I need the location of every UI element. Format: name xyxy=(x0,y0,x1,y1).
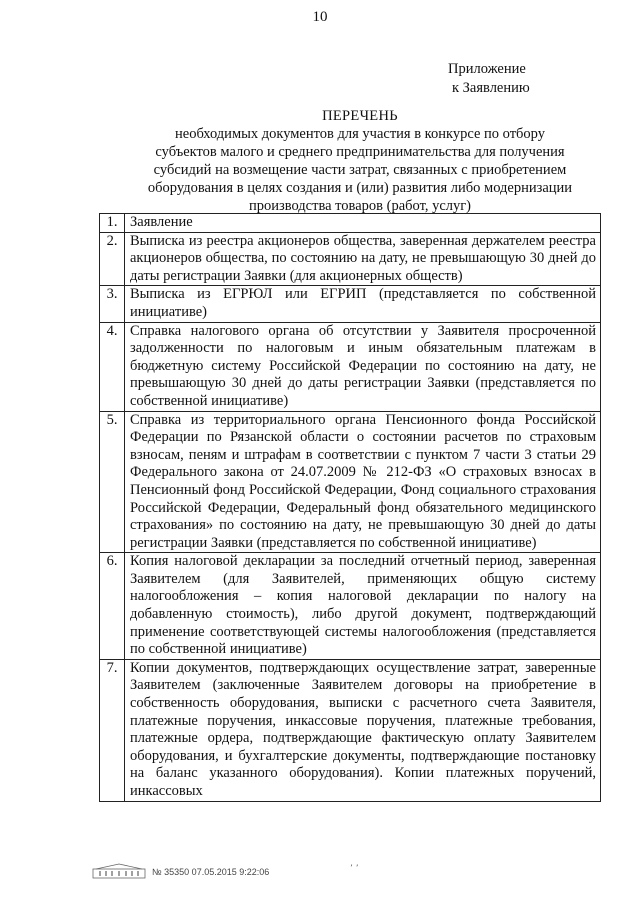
heading-line-3: субсидий на возмещение части затрат, связанных с приобретением xyxy=(153,162,567,178)
document-title: ПЕРЕЧЕНЬ xyxy=(322,108,398,124)
registry-seal-icon xyxy=(92,863,146,881)
row-number: 2. xyxy=(100,232,125,286)
heading-line-1: необходимых документов для участия в конкурсе по отбору xyxy=(175,126,545,142)
heading-line-2: субъектов малого и среднего предпринимательства для получения xyxy=(155,144,565,160)
page-number: 10 xyxy=(312,9,328,25)
table-row xyxy=(100,214,601,233)
row-text: Выписка из реестра акционеров общества, заверенная держателем реестра акционеров общества, по состоянию на дату, не превышающую 30 дней до даты регистрации Заявки (для акционерных обществ) xyxy=(125,232,601,286)
appendix-line-1: Приложение xyxy=(448,61,526,77)
appendix-label xyxy=(448,60,530,98)
table-row xyxy=(100,553,601,660)
table-row xyxy=(100,322,601,411)
registration-stamp: № 35350 07.05.2015 9:22:06 xyxy=(152,867,270,877)
footer-registration xyxy=(92,863,269,881)
row-text: Справка из территориального органа Пенсионного фонда Российской Федерации по Рязанской области о состоянии расчетов по страховым взносам, пеням и штрафам в соответствии с пунктом 7 части 3 статьи 29 Федерального закона от 24.07.2009 № 212-ФЗ «О страховых взносах в Пенсионный фонд Российской Федерации, Фонд социального страхования Российской Федерации, Федеральный фонд обязательного медицинского страхования» по состоянию на дату, не превышающую 30 дней до даты регистрации Заявки (представляется по собственной инициативе) xyxy=(125,411,601,553)
row-text: Копии документов, подтверждающих осуществление затрат, заверенные Заявителем (заключенные Заявителем договоры на приобретение в собственность оборудования, выписки с расчетного счета Заявителя, платежные поручения, инкассовые поручения, платежные требования, платежные ордера, подтверждающие фактическую оплату Заявителем оборудования, и бухгалтерские документы, подтверждающие постановку на баланс указанного оборудования). Копии платежных поручений, инкассовых xyxy=(125,659,601,801)
row-number: 3. xyxy=(100,286,125,322)
table-row xyxy=(100,659,601,801)
row-number: 7. xyxy=(100,659,125,801)
table-row xyxy=(100,232,601,286)
scan-mark: ’ ʼ xyxy=(350,864,359,874)
row-number: 6. xyxy=(100,553,125,660)
row-text: Копия налоговой декларации за последний отчетный период, заверенная Заявителем (для Заявителей, применяющих общую систему налогообложения – копия налоговой декларации по налогу на добавленную стоимость), либо другой документ, подтверждающий применение соответствующей системы налогообложения (представляется по собственной инициативе) xyxy=(125,553,601,660)
row-text: Выписка из ЕГРЮЛ или ЕГРИП (представляется по собственной инициативе) xyxy=(125,286,601,322)
documents-table xyxy=(99,213,601,802)
table-row xyxy=(100,286,601,322)
row-number: 1. xyxy=(100,214,125,233)
row-number: 5. xyxy=(100,411,125,553)
table-row xyxy=(100,411,601,553)
row-text: Заявление xyxy=(125,214,601,233)
heading-line-5: производства товаров (работ, услуг) xyxy=(248,198,472,214)
heading-line-4: оборудования в целях создания и (или) развития либо модернизации xyxy=(147,180,573,196)
row-text: Справка налогового органа об отсутствии у Заявителя просроченной задолженности по налоговым и иным обязательным платежам в бюджетную систему Российской Федерации по состоянию на дату, не превышающую 30 дней до даты регистрации Заявки (представляется по собственной инициативе) xyxy=(125,322,601,411)
document-heading xyxy=(140,107,580,215)
row-number: 4. xyxy=(100,322,125,411)
appendix-line-2: к Заявлению xyxy=(452,80,530,96)
